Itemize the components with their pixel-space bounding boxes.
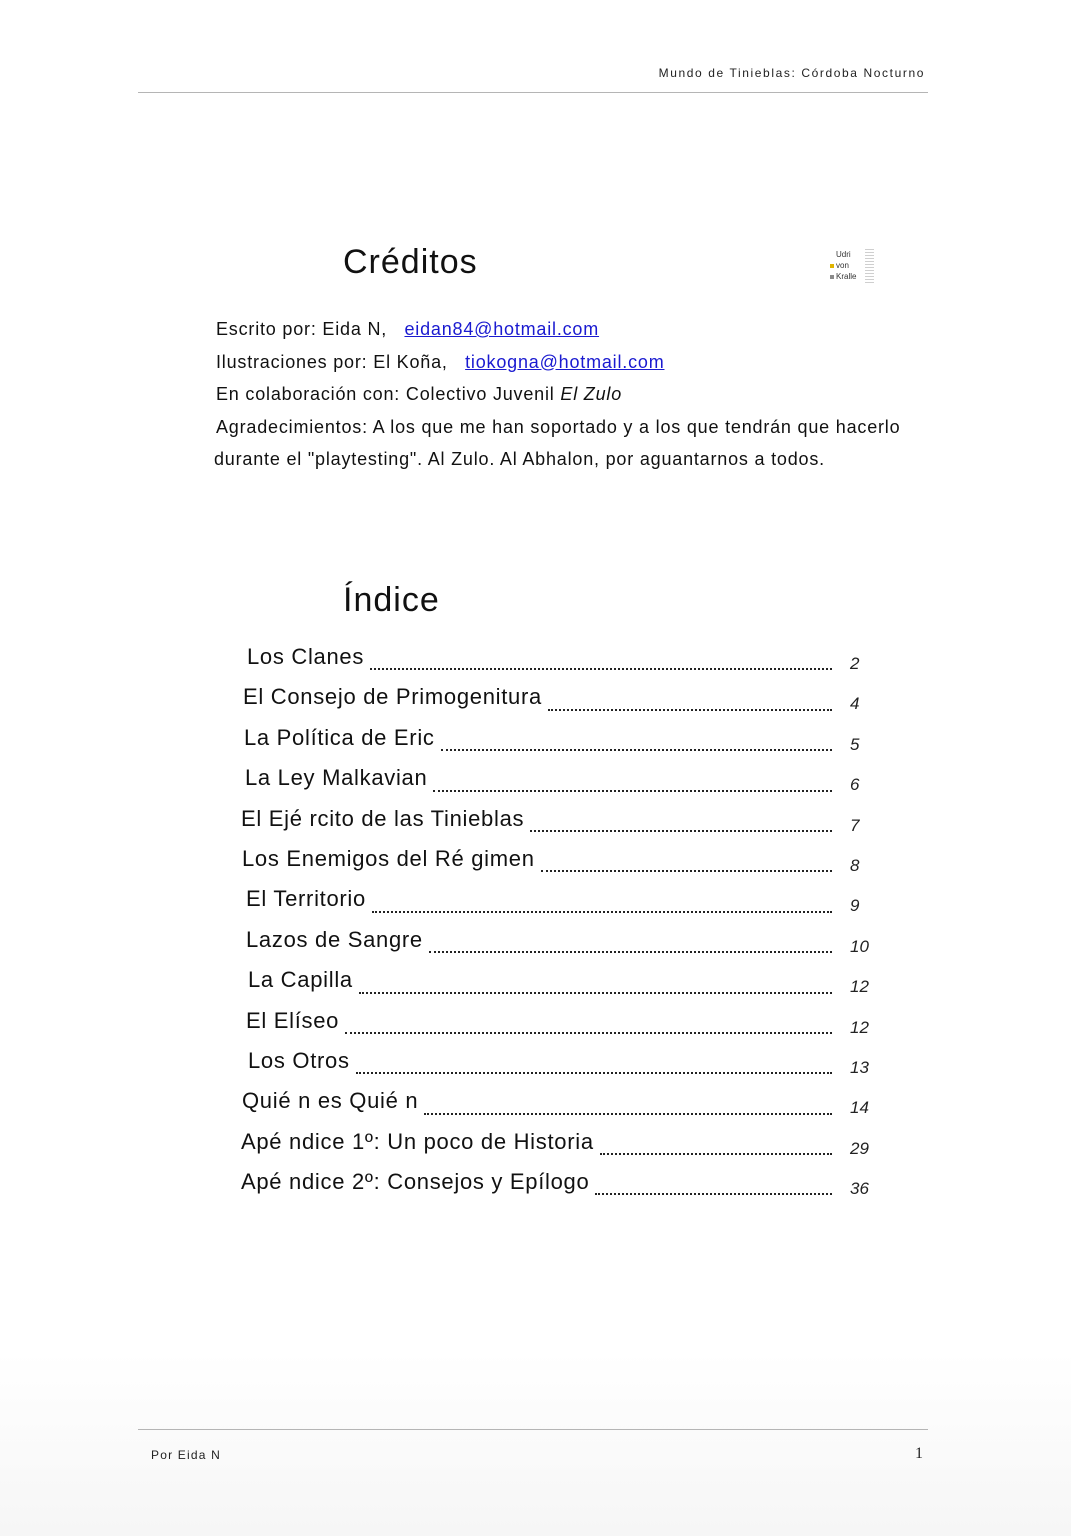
credits-collab-row bbox=[214, 378, 914, 411]
table-of-contents bbox=[240, 644, 880, 1209]
toc-entry-page: 2 bbox=[850, 654, 860, 673]
toc-dot-leader bbox=[356, 1072, 832, 1074]
toc-entry[interactable] bbox=[240, 1169, 880, 1209]
collab-label: En colaboración con: Colectivo Juvenil bbox=[216, 384, 555, 404]
toc-entry-title: Los Clanes bbox=[247, 644, 365, 669]
index-heading: Índice bbox=[343, 581, 440, 619]
toc-dot-leader bbox=[433, 790, 832, 792]
toc-entry-page: 13 bbox=[850, 1057, 869, 1077]
toc-entry-title: El Territorio bbox=[246, 886, 366, 912]
footer-rule bbox=[138, 1429, 928, 1430]
toc-entry-page: 36 bbox=[850, 1179, 869, 1199]
toc-entry-page: 7 bbox=[850, 815, 860, 835]
stamp-text: von bbox=[836, 261, 849, 270]
toc-dot-leader bbox=[600, 1153, 832, 1155]
toc-entry-title: Apé ndice 1º: Un poco de Historia bbox=[241, 1128, 594, 1154]
toc-entry-title: El Elíseo bbox=[246, 1007, 340, 1033]
stamp-mark-yellow bbox=[830, 264, 834, 268]
credits-illustrations-row bbox=[214, 346, 914, 379]
header-rule bbox=[138, 92, 928, 93]
toc-entry[interactable] bbox=[240, 967, 880, 1007]
toc-dot-leader bbox=[548, 709, 832, 711]
toc-entry-title: Lazos de Sangre bbox=[246, 926, 423, 952]
footer-page-number: 1 bbox=[915, 1445, 923, 1462]
toc-dot-leader bbox=[424, 1113, 832, 1115]
toc-dot-leader bbox=[372, 911, 832, 913]
toc-entry[interactable] bbox=[240, 927, 880, 967]
toc-dot-leader bbox=[429, 951, 832, 953]
toc-entry-page: 12 bbox=[850, 1017, 869, 1037]
toc-entry-title: La Capilla bbox=[248, 967, 353, 993]
toc-entry-page: 9 bbox=[850, 896, 860, 916]
footer-author: Por Eida N bbox=[151, 1448, 222, 1462]
toc-entry-page: 6 bbox=[850, 775, 860, 795]
toc-entry-page: 12 bbox=[850, 977, 869, 997]
toc-entry-title: La Ley Malkavian bbox=[245, 765, 428, 791]
credits-thanks-line-1: Agradecimientos: A los que me han soportado y a los que tendrán que hacerlo bbox=[216, 416, 901, 437]
toc-entry-page: 10 bbox=[850, 936, 869, 956]
running-header: Mundo de Tinieblas: Córdoba Nocturno bbox=[658, 66, 925, 80]
toc-entry[interactable] bbox=[240, 886, 880, 926]
toc-dot-leader bbox=[359, 992, 832, 994]
toc-entry[interactable] bbox=[240, 1048, 880, 1088]
toc-entry[interactable] bbox=[240, 1088, 880, 1128]
toc-entry-page: 4 bbox=[850, 694, 860, 714]
stamp-mark bbox=[830, 253, 834, 257]
credits-written-row bbox=[214, 313, 914, 346]
stamp-text: Udri bbox=[836, 250, 851, 259]
author-stamp bbox=[830, 249, 876, 285]
toc-entry[interactable] bbox=[240, 1008, 880, 1048]
toc-entry-title: Los Enemigos del Ré gimen bbox=[242, 845, 535, 871]
credits-thanks-line-2: durante el "playtesting". Al Zulo. Al Abhalon, por aguantarnos a todos. bbox=[214, 449, 825, 469]
toc-dot-leader bbox=[595, 1193, 832, 1195]
stamp-mark-gray bbox=[830, 275, 834, 279]
toc-entry-page: 8 bbox=[850, 855, 860, 875]
toc-entry-title: Quié n es Quié n bbox=[242, 1088, 419, 1114]
toc-entry-title: El Ejé rcito de las Tinieblas bbox=[241, 805, 525, 831]
toc-dot-leader bbox=[530, 830, 832, 832]
toc-entry[interactable] bbox=[240, 684, 880, 724]
credits-heading: Créditos bbox=[343, 243, 478, 281]
toc-dot-leader bbox=[370, 668, 832, 670]
credits-block bbox=[214, 313, 914, 476]
toc-entry[interactable] bbox=[240, 725, 880, 765]
toc-entry-page: 29 bbox=[850, 1138, 869, 1158]
toc-entry[interactable] bbox=[240, 806, 880, 846]
toc-entry[interactable] bbox=[240, 765, 880, 805]
toc-entry-title: El Consejo de Primogenitura bbox=[243, 684, 542, 710]
toc-entry-title: La Política de Eric bbox=[244, 724, 435, 750]
stamp-text: Kralle bbox=[836, 272, 857, 281]
toc-dot-leader bbox=[441, 749, 832, 751]
toc-dot-leader bbox=[541, 870, 832, 872]
toc-entry-page: 5 bbox=[850, 734, 860, 754]
illustrations-label: Ilustraciones por: El Koña, bbox=[216, 351, 448, 372]
toc-entry[interactable] bbox=[240, 846, 880, 886]
toc-entry-title: Apé ndice 2º: Consejos y Epílogo bbox=[241, 1169, 590, 1195]
toc-entry-page: 14 bbox=[850, 1098, 869, 1118]
stamp-lines-graphic bbox=[865, 249, 874, 283]
toc-entry[interactable] bbox=[240, 1129, 880, 1169]
toc-entry-title: Los Otros bbox=[248, 1047, 350, 1073]
collab-name: El Zulo bbox=[560, 384, 623, 404]
written-email-link[interactable]: eidan84@hotmail.com bbox=[404, 319, 600, 339]
illustrations-email-link[interactable]: tiokogna@hotmail.com bbox=[465, 351, 665, 372]
toc-dot-leader bbox=[345, 1032, 832, 1034]
written-label: Escrito por: Eida N, bbox=[216, 319, 388, 339]
toc-entry[interactable] bbox=[240, 644, 880, 684]
